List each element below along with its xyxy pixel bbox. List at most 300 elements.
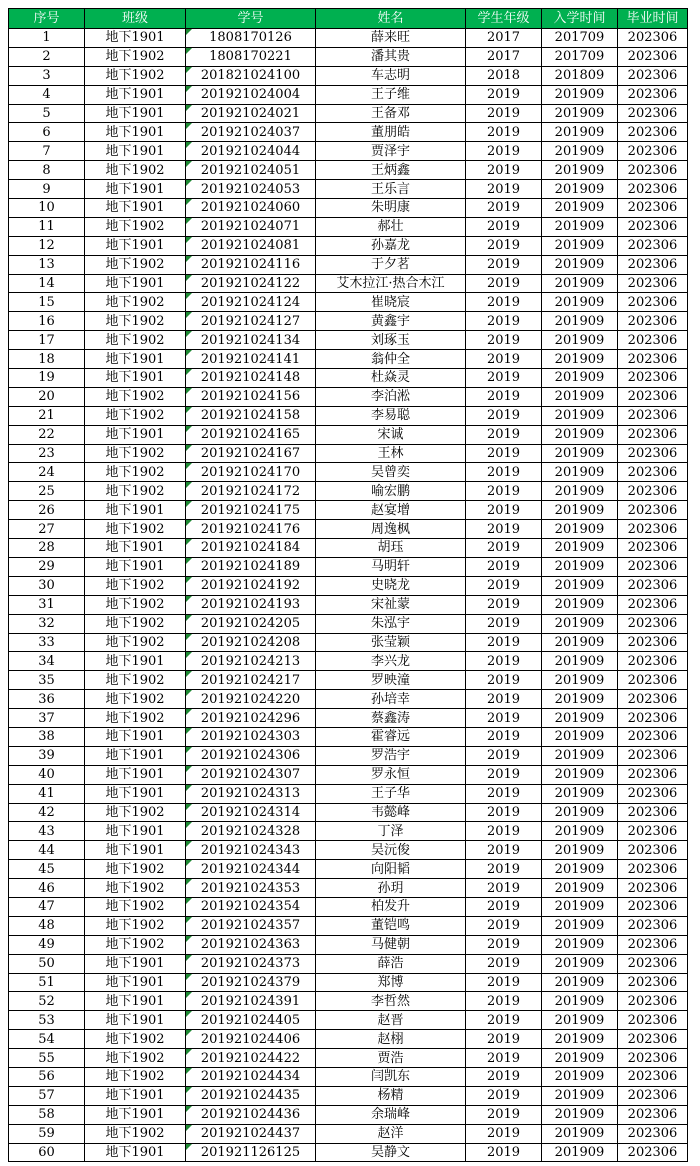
enroll-date-cell[interactable]: 201909 <box>542 746 618 765</box>
grade-cell[interactable]: 2019 <box>466 860 542 879</box>
class-cell[interactable]: 地下1902 <box>85 406 186 425</box>
seq-cell[interactable]: 26 <box>9 501 85 520</box>
class-cell[interactable]: 地下1901 <box>85 29 186 48</box>
grade-cell[interactable]: 2019 <box>466 482 542 501</box>
name-cell[interactable]: 崔晓宸 <box>316 293 466 312</box>
enroll-date-cell[interactable]: 201909 <box>542 425 618 444</box>
seq-cell[interactable]: 27 <box>9 520 85 539</box>
student-id-cell[interactable]: 201921024213 <box>186 652 316 671</box>
class-cell[interactable]: 地下1901 <box>85 104 186 123</box>
class-cell[interactable]: 地下1902 <box>85 47 186 66</box>
enroll-date-cell[interactable]: 201909 <box>542 1049 618 1068</box>
class-cell[interactable]: 地下1901 <box>85 369 186 388</box>
grade-cell[interactable]: 2019 <box>466 539 542 558</box>
seq-cell[interactable]: 9 <box>9 180 85 199</box>
enroll-date-cell[interactable]: 201709 <box>542 29 618 48</box>
name-cell[interactable]: 贾浩 <box>316 1049 466 1068</box>
name-cell[interactable]: 王林 <box>316 444 466 463</box>
header-class[interactable]: 班级 <box>85 9 186 29</box>
name-cell[interactable]: 孙嘉龙 <box>316 236 466 255</box>
grade-cell[interactable]: 2019 <box>466 217 542 236</box>
name-cell[interactable]: 翁仲全 <box>316 350 466 369</box>
name-cell[interactable]: 郑博 <box>316 973 466 992</box>
grade-cell[interactable]: 2019 <box>466 992 542 1011</box>
class-cell[interactable]: 地下1902 <box>85 897 186 916</box>
name-cell[interactable]: 于夕茗 <box>316 255 466 274</box>
class-cell[interactable]: 地下1902 <box>85 293 186 312</box>
class-cell[interactable]: 地下1902 <box>85 1124 186 1143</box>
student-id-cell[interactable]: 201921024379 <box>186 973 316 992</box>
seq-cell[interactable]: 39 <box>9 746 85 765</box>
seq-cell[interactable]: 40 <box>9 765 85 784</box>
seq-cell[interactable]: 45 <box>9 860 85 879</box>
graduation-date-cell[interactable]: 202306 <box>618 709 688 728</box>
student-id-cell[interactable]: 201921024405 <box>186 1011 316 1030</box>
name-cell[interactable]: 王炳鑫 <box>316 161 466 180</box>
seq-cell[interactable]: 8 <box>9 161 85 180</box>
student-id-cell[interactable]: 201921024344 <box>186 860 316 879</box>
enroll-date-cell[interactable]: 201909 <box>542 897 618 916</box>
student-id-cell[interactable]: 201921024353 <box>186 879 316 898</box>
graduation-date-cell[interactable]: 202306 <box>618 916 688 935</box>
name-cell[interactable]: 马明轩 <box>316 557 466 576</box>
class-cell[interactable]: 地下1901 <box>85 765 186 784</box>
enroll-date-cell[interactable]: 201909 <box>542 85 618 104</box>
grade-cell[interactable]: 2019 <box>466 1105 542 1124</box>
graduation-date-cell[interactable]: 202306 <box>618 293 688 312</box>
name-cell[interactable]: 喻宏鹏 <box>316 482 466 501</box>
class-cell[interactable]: 地下1902 <box>85 1030 186 1049</box>
enroll-date-cell[interactable]: 201909 <box>542 879 618 898</box>
grade-cell[interactable]: 2019 <box>466 595 542 614</box>
graduation-date-cell[interactable]: 202306 <box>618 312 688 331</box>
student-id-cell[interactable]: 201921024165 <box>186 425 316 444</box>
student-id-cell[interactable]: 201921024071 <box>186 217 316 236</box>
seq-cell[interactable]: 30 <box>9 576 85 595</box>
enroll-date-cell[interactable]: 201909 <box>542 860 618 879</box>
enroll-date-cell[interactable]: 201909 <box>542 992 618 1011</box>
class-cell[interactable]: 地下1902 <box>85 935 186 954</box>
graduation-date-cell[interactable]: 202306 <box>618 1030 688 1049</box>
grade-cell[interactable]: 2019 <box>466 1086 542 1105</box>
student-id-cell[interactable]: 201921024306 <box>186 746 316 765</box>
enroll-date-cell[interactable]: 201909 <box>542 1124 618 1143</box>
enroll-date-cell[interactable]: 201909 <box>542 255 618 274</box>
graduation-date-cell[interactable]: 202306 <box>618 1105 688 1124</box>
student-id-cell[interactable]: 201921024354 <box>186 897 316 916</box>
graduation-date-cell[interactable]: 202306 <box>618 501 688 520</box>
seq-cell[interactable]: 37 <box>9 709 85 728</box>
seq-cell[interactable]: 21 <box>9 406 85 425</box>
grade-cell[interactable]: 2019 <box>466 463 542 482</box>
enroll-date-cell[interactable]: 201909 <box>542 973 618 992</box>
student-id-cell[interactable]: 201921024124 <box>186 293 316 312</box>
class-cell[interactable]: 地下1902 <box>85 803 186 822</box>
grade-cell[interactable]: 2019 <box>466 331 542 350</box>
grade-cell[interactable]: 2019 <box>466 161 542 180</box>
class-cell[interactable]: 地下1902 <box>85 482 186 501</box>
grade-cell[interactable]: 2019 <box>466 671 542 690</box>
seq-cell[interactable]: 44 <box>9 841 85 860</box>
class-cell[interactable]: 地下1901 <box>85 992 186 1011</box>
seq-cell[interactable]: 20 <box>9 387 85 406</box>
student-id-cell[interactable]: 201921024363 <box>186 935 316 954</box>
class-cell[interactable]: 地下1901 <box>85 350 186 369</box>
grade-cell[interactable]: 2019 <box>466 255 542 274</box>
name-cell[interactable]: 赵栩 <box>316 1030 466 1049</box>
class-cell[interactable]: 地下1901 <box>85 1011 186 1030</box>
graduation-date-cell[interactable]: 202306 <box>618 29 688 48</box>
grade-cell[interactable]: 2019 <box>466 104 542 123</box>
seq-cell[interactable]: 24 <box>9 463 85 482</box>
name-cell[interactable]: 霍睿远 <box>316 727 466 746</box>
graduation-date-cell[interactable]: 202306 <box>618 784 688 803</box>
enroll-date-cell[interactable]: 201909 <box>542 387 618 406</box>
grade-cell[interactable]: 2019 <box>466 614 542 633</box>
header-name[interactable]: 姓名 <box>316 9 466 29</box>
name-cell[interactable]: 罗永恒 <box>316 765 466 784</box>
class-cell[interactable]: 地下1902 <box>85 671 186 690</box>
name-cell[interactable]: 薛浩 <box>316 954 466 973</box>
class-cell[interactable]: 地下1902 <box>85 1067 186 1086</box>
graduation-date-cell[interactable]: 202306 <box>618 142 688 161</box>
graduation-date-cell[interactable]: 202306 <box>618 973 688 992</box>
student-id-cell[interactable]: 201921024176 <box>186 520 316 539</box>
grade-cell[interactable]: 2019 <box>466 425 542 444</box>
name-cell[interactable]: 吴沅俊 <box>316 841 466 860</box>
grade-cell[interactable]: 2019 <box>466 180 542 199</box>
seq-cell[interactable]: 60 <box>9 1143 85 1162</box>
student-id-cell[interactable]: 201921024205 <box>186 614 316 633</box>
name-cell[interactable]: 孙玥 <box>316 879 466 898</box>
graduation-date-cell[interactable]: 202306 <box>618 123 688 142</box>
enroll-date-cell[interactable]: 201909 <box>542 1011 618 1030</box>
graduation-date-cell[interactable]: 202306 <box>618 897 688 916</box>
enroll-date-cell[interactable]: 201809 <box>542 66 618 85</box>
grade-cell[interactable]: 2019 <box>466 765 542 784</box>
name-cell[interactable]: 薛来旺 <box>316 29 466 48</box>
grade-cell[interactable]: 2019 <box>466 822 542 841</box>
class-cell[interactable]: 地下1901 <box>85 746 186 765</box>
graduation-date-cell[interactable]: 202306 <box>618 199 688 218</box>
seq-cell[interactable]: 10 <box>9 199 85 218</box>
grade-cell[interactable]: 2019 <box>466 293 542 312</box>
seq-cell[interactable]: 54 <box>9 1030 85 1049</box>
name-cell[interactable]: 向阳韬 <box>316 860 466 879</box>
class-cell[interactable]: 地下1901 <box>85 180 186 199</box>
class-cell[interactable]: 地下1901 <box>85 539 186 558</box>
grade-cell[interactable]: 2019 <box>466 1049 542 1068</box>
grade-cell[interactable]: 2019 <box>466 784 542 803</box>
name-cell[interactable]: 潘其贵 <box>316 47 466 66</box>
graduation-date-cell[interactable]: 202306 <box>618 1143 688 1162</box>
name-cell[interactable]: 赵洋 <box>316 1124 466 1143</box>
enroll-date-cell[interactable]: 201909 <box>542 217 618 236</box>
seq-cell[interactable]: 12 <box>9 236 85 255</box>
student-id-cell[interactable]: 201921024437 <box>186 1124 316 1143</box>
name-cell[interactable]: 丁泽 <box>316 822 466 841</box>
enroll-date-cell[interactable]: 201909 <box>542 822 618 841</box>
grade-cell[interactable]: 2019 <box>466 633 542 652</box>
class-cell[interactable]: 地下1902 <box>85 66 186 85</box>
name-cell[interactable]: 闫凯东 <box>316 1067 466 1086</box>
student-id-cell[interactable]: 201921024148 <box>186 369 316 388</box>
name-cell[interactable]: 胡珏 <box>316 539 466 558</box>
class-cell[interactable]: 地下1901 <box>85 1105 186 1124</box>
enroll-date-cell[interactable]: 201909 <box>542 331 618 350</box>
grade-cell[interactable]: 2019 <box>466 897 542 916</box>
grade-cell[interactable]: 2019 <box>466 576 542 595</box>
class-cell[interactable]: 地下1901 <box>85 501 186 520</box>
name-cell[interactable]: 董铠鸣 <box>316 916 466 935</box>
grade-cell[interactable]: 2019 <box>466 803 542 822</box>
grade-cell[interactable]: 2019 <box>466 1067 542 1086</box>
class-cell[interactable]: 地下1902 <box>85 255 186 274</box>
name-cell[interactable]: 赵晋 <box>316 1011 466 1030</box>
grade-cell[interactable]: 2019 <box>466 709 542 728</box>
class-cell[interactable]: 地下1902 <box>85 709 186 728</box>
name-cell[interactable]: 王乐言 <box>316 180 466 199</box>
class-cell[interactable]: 地下1901 <box>85 784 186 803</box>
seq-cell[interactable]: 3 <box>9 66 85 85</box>
seq-cell[interactable]: 18 <box>9 350 85 369</box>
name-cell[interactable]: 韦懿峰 <box>316 803 466 822</box>
enroll-date-cell[interactable]: 201909 <box>542 576 618 595</box>
enroll-date-cell[interactable]: 201909 <box>542 709 618 728</box>
student-id-cell[interactable]: 201921024217 <box>186 671 316 690</box>
grade-cell[interactable]: 2019 <box>466 916 542 935</box>
student-id-cell[interactable]: 201921024081 <box>186 236 316 255</box>
grade-cell[interactable]: 2019 <box>466 520 542 539</box>
enroll-date-cell[interactable]: 201909 <box>542 142 618 161</box>
graduation-date-cell[interactable]: 202306 <box>618 482 688 501</box>
enroll-date-cell[interactable]: 201909 <box>542 350 618 369</box>
class-cell[interactable]: 地下1901 <box>85 1143 186 1162</box>
name-cell[interactable]: 余瑞峰 <box>316 1105 466 1124</box>
name-cell[interactable]: 蔡鑫涛 <box>316 709 466 728</box>
graduation-date-cell[interactable]: 202306 <box>618 879 688 898</box>
grade-cell[interactable]: 2019 <box>466 954 542 973</box>
grade-cell[interactable]: 2019 <box>466 973 542 992</box>
grade-cell[interactable]: 2019 <box>466 123 542 142</box>
student-id-cell[interactable]: 201921024004 <box>186 85 316 104</box>
name-cell[interactable]: 李哲然 <box>316 992 466 1011</box>
student-id-cell[interactable]: 201921024170 <box>186 463 316 482</box>
name-cell[interactable]: 吴静文 <box>316 1143 466 1162</box>
student-id-cell[interactable]: 201921024435 <box>186 1086 316 1105</box>
seq-cell[interactable]: 13 <box>9 255 85 274</box>
class-cell[interactable]: 地下1902 <box>85 444 186 463</box>
header-graduation-date[interactable]: 毕业时间 <box>618 9 688 29</box>
student-id-cell[interactable]: 201921024220 <box>186 690 316 709</box>
seq-cell[interactable]: 36 <box>9 690 85 709</box>
graduation-date-cell[interactable]: 202306 <box>618 161 688 180</box>
seq-cell[interactable]: 56 <box>9 1067 85 1086</box>
student-id-cell[interactable]: 201921024156 <box>186 387 316 406</box>
name-cell[interactable]: 朱泓宇 <box>316 614 466 633</box>
seq-cell[interactable]: 4 <box>9 85 85 104</box>
class-cell[interactable]: 地下1901 <box>85 199 186 218</box>
student-id-cell[interactable]: 201921024051 <box>186 161 316 180</box>
class-cell[interactable]: 地下1902 <box>85 331 186 350</box>
grade-cell[interactable]: 2019 <box>466 406 542 425</box>
class-cell[interactable]: 地下1902 <box>85 916 186 935</box>
enroll-date-cell[interactable]: 201909 <box>542 274 618 293</box>
enroll-date-cell[interactable]: 201909 <box>542 539 618 558</box>
graduation-date-cell[interactable]: 202306 <box>618 1067 688 1086</box>
seq-cell[interactable]: 48 <box>9 916 85 935</box>
seq-cell[interactable]: 23 <box>9 444 85 463</box>
class-cell[interactable]: 地下1902 <box>85 217 186 236</box>
name-cell[interactable]: 周逸枫 <box>316 520 466 539</box>
enroll-date-cell[interactable]: 201909 <box>542 123 618 142</box>
seq-cell[interactable]: 22 <box>9 425 85 444</box>
name-cell[interactable]: 贾泽宇 <box>316 142 466 161</box>
student-id-cell[interactable]: 201921024208 <box>186 633 316 652</box>
enroll-date-cell[interactable]: 201909 <box>542 1143 618 1162</box>
grade-cell[interactable]: 2019 <box>466 199 542 218</box>
name-cell[interactable]: 杜焱灵 <box>316 369 466 388</box>
grade-cell[interactable]: 2019 <box>466 350 542 369</box>
enroll-date-cell[interactable]: 201909 <box>542 671 618 690</box>
enroll-date-cell[interactable]: 201909 <box>542 727 618 746</box>
graduation-date-cell[interactable]: 202306 <box>618 255 688 274</box>
seq-cell[interactable]: 59 <box>9 1124 85 1143</box>
seq-cell[interactable]: 19 <box>9 369 85 388</box>
student-id-cell[interactable]: 201921024134 <box>186 331 316 350</box>
seq-cell[interactable]: 57 <box>9 1086 85 1105</box>
student-id-cell[interactable]: 201921024053 <box>186 180 316 199</box>
graduation-date-cell[interactable]: 202306 <box>618 274 688 293</box>
class-cell[interactable]: 地下1902 <box>85 576 186 595</box>
enroll-date-cell[interactable]: 201909 <box>542 916 618 935</box>
name-cell[interactable]: 杨精 <box>316 1086 466 1105</box>
enroll-date-cell[interactable]: 201909 <box>542 293 618 312</box>
name-cell[interactable]: 王子维 <box>316 85 466 104</box>
student-id-cell[interactable]: 201921024391 <box>186 992 316 1011</box>
name-cell[interactable]: 罗映潼 <box>316 671 466 690</box>
seq-cell[interactable]: 52 <box>9 992 85 1011</box>
class-cell[interactable]: 地下1901 <box>85 236 186 255</box>
grade-cell[interactable]: 2019 <box>466 1011 542 1030</box>
enroll-date-cell[interactable]: 201909 <box>542 161 618 180</box>
name-cell[interactable]: 孙培幸 <box>316 690 466 709</box>
seq-cell[interactable]: 28 <box>9 539 85 558</box>
seq-cell[interactable]: 1 <box>9 29 85 48</box>
student-id-cell[interactable]: 201921024184 <box>186 539 316 558</box>
graduation-date-cell[interactable]: 202306 <box>618 180 688 199</box>
header-enroll-date[interactable]: 入学时间 <box>542 9 618 29</box>
graduation-date-cell[interactable]: 202306 <box>618 425 688 444</box>
grade-cell[interactable]: 2019 <box>466 444 542 463</box>
class-cell[interactable]: 地下1901 <box>85 727 186 746</box>
graduation-date-cell[interactable]: 202306 <box>618 690 688 709</box>
graduation-date-cell[interactable]: 202306 <box>618 822 688 841</box>
student-id-cell[interactable]: 201921024314 <box>186 803 316 822</box>
student-id-cell[interactable]: 201921024357 <box>186 916 316 935</box>
name-cell[interactable]: 马健朝 <box>316 935 466 954</box>
graduation-date-cell[interactable]: 202306 <box>618 671 688 690</box>
grade-cell[interactable]: 2019 <box>466 85 542 104</box>
name-cell[interactable]: 车志明 <box>316 66 466 85</box>
class-cell[interactable]: 地下1902 <box>85 1049 186 1068</box>
student-id-cell[interactable]: 201921024021 <box>186 104 316 123</box>
grade-cell[interactable]: 2019 <box>466 1030 542 1049</box>
grade-cell[interactable]: 2017 <box>466 47 542 66</box>
graduation-date-cell[interactable]: 202306 <box>618 387 688 406</box>
name-cell[interactable]: 黄鑫宇 <box>316 312 466 331</box>
grade-cell[interactable]: 2019 <box>466 652 542 671</box>
class-cell[interactable]: 地下1901 <box>85 973 186 992</box>
name-cell[interactable]: 罗浩宇 <box>316 746 466 765</box>
graduation-date-cell[interactable]: 202306 <box>618 992 688 1011</box>
seq-cell[interactable]: 31 <box>9 595 85 614</box>
graduation-date-cell[interactable]: 202306 <box>618 331 688 350</box>
seq-cell[interactable]: 33 <box>9 633 85 652</box>
name-cell[interactable]: 郝壮 <box>316 217 466 236</box>
enroll-date-cell[interactable]: 201909 <box>542 1030 618 1049</box>
enroll-date-cell[interactable]: 201909 <box>542 765 618 784</box>
graduation-date-cell[interactable]: 202306 <box>618 841 688 860</box>
student-id-cell[interactable]: 201921024328 <box>186 822 316 841</box>
class-cell[interactable]: 地下1902 <box>85 690 186 709</box>
graduation-date-cell[interactable]: 202306 <box>618 595 688 614</box>
grade-cell[interactable]: 2019 <box>466 690 542 709</box>
seq-cell[interactable]: 11 <box>9 217 85 236</box>
grade-cell[interactable]: 2019 <box>466 501 542 520</box>
student-id-cell[interactable]: 201921024141 <box>186 350 316 369</box>
grade-cell[interactable]: 2019 <box>466 142 542 161</box>
seq-cell[interactable]: 35 <box>9 671 85 690</box>
student-id-cell[interactable]: 201921024192 <box>186 576 316 595</box>
class-cell[interactable]: 地下1901 <box>85 822 186 841</box>
graduation-date-cell[interactable]: 202306 <box>618 217 688 236</box>
seq-cell[interactable]: 46 <box>9 879 85 898</box>
enroll-date-cell[interactable]: 201909 <box>542 935 618 954</box>
name-cell[interactable]: 董朋皓 <box>316 123 466 142</box>
graduation-date-cell[interactable]: 202306 <box>618 369 688 388</box>
enroll-date-cell[interactable]: 201909 <box>542 369 618 388</box>
student-id-cell[interactable]: 201921024172 <box>186 482 316 501</box>
graduation-date-cell[interactable]: 202306 <box>618 520 688 539</box>
graduation-date-cell[interactable]: 202306 <box>618 803 688 822</box>
grade-cell[interactable]: 2019 <box>466 746 542 765</box>
seq-cell[interactable]: 15 <box>9 293 85 312</box>
seq-cell[interactable]: 34 <box>9 652 85 671</box>
enroll-date-cell[interactable]: 201909 <box>542 312 618 331</box>
student-id-cell[interactable]: 201921024158 <box>186 406 316 425</box>
grade-cell[interactable]: 2019 <box>466 557 542 576</box>
grade-cell[interactable]: 2019 <box>466 369 542 388</box>
enroll-date-cell[interactable]: 201909 <box>542 501 618 520</box>
graduation-date-cell[interactable]: 202306 <box>618 66 688 85</box>
name-cell[interactable]: 李易聪 <box>316 406 466 425</box>
name-cell[interactable]: 宋诚 <box>316 425 466 444</box>
student-id-cell[interactable]: 201921024127 <box>186 312 316 331</box>
class-cell[interactable]: 地下1901 <box>85 123 186 142</box>
graduation-date-cell[interactable]: 202306 <box>618 1124 688 1143</box>
student-id-cell[interactable]: 201921024122 <box>186 274 316 293</box>
class-cell[interactable]: 地下1901 <box>85 274 186 293</box>
graduation-date-cell[interactable]: 202306 <box>618 860 688 879</box>
class-cell[interactable]: 地下1902 <box>85 463 186 482</box>
student-id-cell[interactable]: 201921024303 <box>186 727 316 746</box>
seq-cell[interactable]: 50 <box>9 954 85 973</box>
enroll-date-cell[interactable]: 201909 <box>542 652 618 671</box>
student-id-cell[interactable]: 201921024307 <box>186 765 316 784</box>
class-cell[interactable]: 地下1902 <box>85 520 186 539</box>
enroll-date-cell[interactable]: 201909 <box>542 463 618 482</box>
